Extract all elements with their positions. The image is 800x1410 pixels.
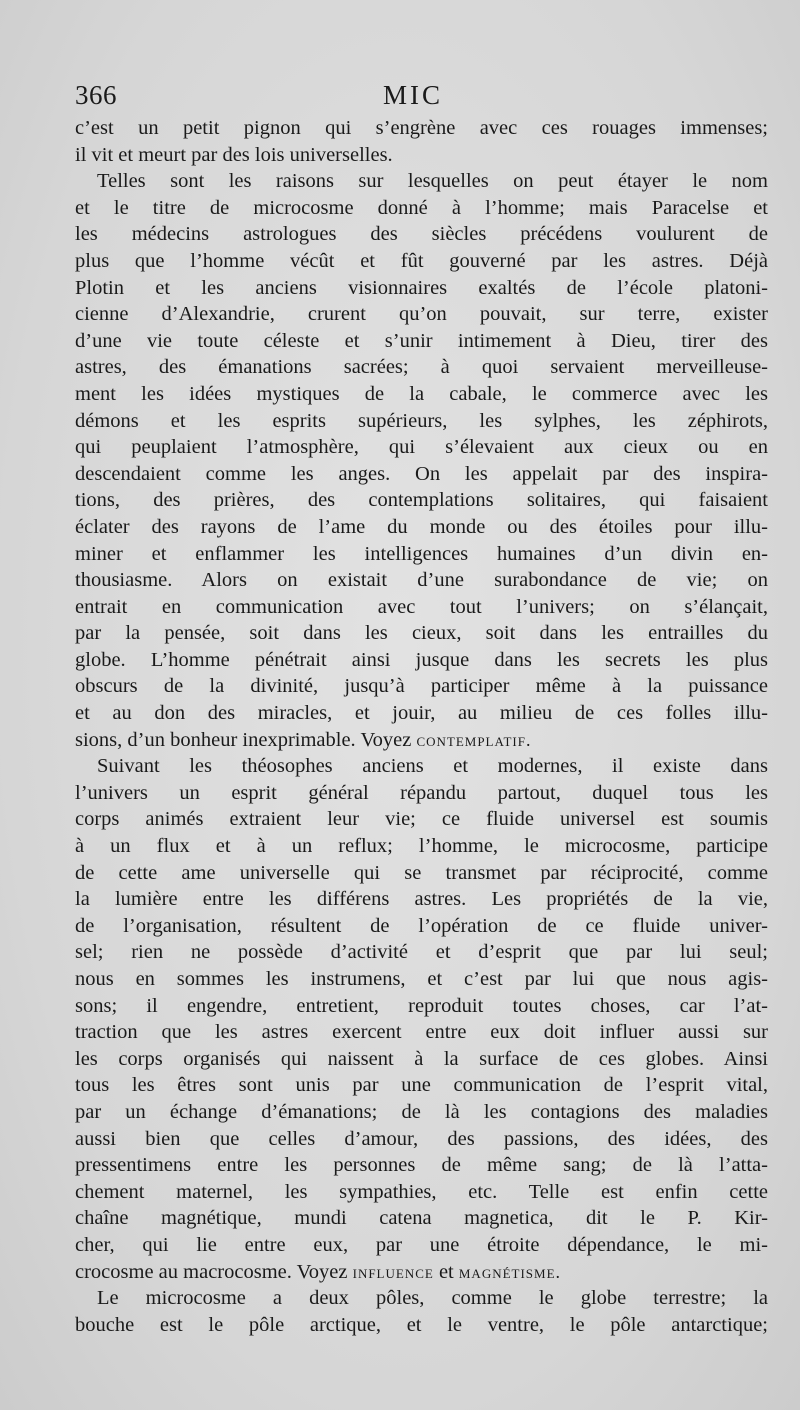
text-line: il vit et meurt par des lois universelles. xyxy=(75,143,393,166)
cross-reference-contemplatif: contemplatif. xyxy=(416,729,532,750)
text-line: nous en sommes les instrumens, et c’est par lui que nous agis- xyxy=(75,968,768,990)
text-line: éclater des rayons de l’ame du monde ou des étoiles pour illu- xyxy=(75,515,768,538)
text-line: ment les idées mystiques de la cabale, le commerce avec les xyxy=(75,382,768,405)
text-line: et au don des miracles, et jouir, au milieu de ces folles illu- xyxy=(75,702,768,725)
text-line: par la pensée, soit dans les cieux, soit dans les entrailles du xyxy=(75,622,768,645)
text-line: chaîne magnétique, mundi catena magnetica, dit le P. Kir- xyxy=(75,1207,768,1230)
text-line: démons et les esprits supérieurs, les sylphes, les zéphirots, xyxy=(75,409,768,432)
text-line: les médecins astrologues des siècles précédens voulurent de xyxy=(75,223,768,246)
text-line: astres, des émanations sacrées; à quoi servaient merveilleuse- xyxy=(75,356,768,379)
text-line xyxy=(75,1259,768,1286)
text-line: sel; rien ne possède d’activité et d’esprit que par lui seul; xyxy=(75,941,768,964)
text-line xyxy=(75,727,768,754)
text-line: d’une vie toute céleste et s’unir intimement à Dieu, tirer des xyxy=(75,329,768,352)
text-line: Plotin et les anciens visionnaires exaltés de l’école platoni- xyxy=(75,276,768,299)
text-line: aussi bien que celles d’amour, des passions, des idées, des xyxy=(75,1127,768,1150)
text-line-main: sions, d’un bonheur inexprimable. Voyez xyxy=(75,728,412,751)
text-line: traction que les astres exercent entre eux doit influer aussi sur xyxy=(75,1021,768,1044)
text-line: descendaient comme les anges. On les appelait par des inspira- xyxy=(75,462,768,485)
text-line: l’univers un esprit général répandu partout, duquel tous les xyxy=(75,781,768,804)
text-line: tous les êtres sont unis par une communication de l’esprit vital, xyxy=(75,1074,768,1097)
text-line: pressentimens entre les personnes de même sang; de là l’atta- xyxy=(75,1154,768,1177)
text-line: entrait en communication avec tout l’univers; on s’élançait, xyxy=(75,595,768,618)
text-line: corps animés extraient leur vie; ce fluide universel est soumis xyxy=(75,808,768,831)
text-line: plus que l’homme vécût et fût gouverné par les astres. Déjà xyxy=(75,249,768,272)
text-line: globe. L’homme pénétrait ainsi jusque dans les secrets les plus xyxy=(75,648,768,671)
text-line-main: crocosme au macrocosme. Voyez xyxy=(75,1260,348,1283)
text-line: cher, qui lie entre eux, par une étroite dépendance, le mi- xyxy=(75,1233,768,1256)
text-line: tions, des prières, des contemplations solitaires, qui faisaient xyxy=(75,489,768,512)
text-line: qui peuplaient l’atmosphère, qui s’élevaient aux cieux ou en xyxy=(75,436,768,459)
text-line: et le titre de microcosme donné à l’homme; mais Paracelse et xyxy=(75,196,768,219)
text-line: chement maternel, les sympathies, etc. Telle est enfin cette xyxy=(75,1180,768,1203)
text-line: obscurs de la divinité, jusqu’à participer même à la puissance xyxy=(75,675,768,698)
text-line: miner et enflammer les intelligences humaines d’un divin en- xyxy=(75,542,768,565)
text-line: la lumière entre les différens astres. Les propriétés de la vie, xyxy=(75,888,768,911)
page-number: 366 xyxy=(75,80,117,110)
cross-reference-influence: influence xyxy=(352,1261,434,1282)
paragraph-start-line: Le microcosme a deux pôles, comme le globe terrestre; la xyxy=(97,1287,768,1310)
text-line: de cette ame universelle qui se transmet par réciprocité, comme xyxy=(75,861,768,884)
cross-reference-conjunction: et xyxy=(438,1260,454,1283)
running-head xyxy=(75,80,768,116)
text-line: bouche est le pôle arctique, et le ventre, le pôle antarctique; xyxy=(75,1313,768,1336)
paragraph-start-line: Suivant les théosophes anciens et modernes, il existe dans xyxy=(97,755,768,778)
text-line: par un échange d’émanations; de là les contagions des maladies xyxy=(75,1100,768,1123)
text-line: de l’organisation, résultent de l’opération de ce fluide univer- xyxy=(75,914,768,937)
cross-reference-magnetisme: magnétisme. xyxy=(458,1261,562,1282)
text-line: à un flux et à un reflux; l’homme, le microcosme, participe xyxy=(75,835,768,858)
text-line: thousiasme. Alors on existait d’une surabondance de vie; on xyxy=(75,569,768,592)
text-line: cienne d’Alexandrie, crurent qu’on pouvait, sur terre, exister xyxy=(75,303,768,326)
text-line: c’est un petit pignon qui s’engrène avec ces rouages immenses; xyxy=(75,117,768,139)
text-line: les corps organisés qui naissent à la surface de ces globes. Ainsi xyxy=(75,1047,768,1070)
running-title: MIC xyxy=(383,80,444,110)
paragraph-start-line: Telles sont les raisons sur lesquelles on peut étayer le nom xyxy=(97,170,768,193)
body-text xyxy=(75,115,768,1338)
text-line: sons; il engendre, entretient, reproduit toutes choses, car l’at- xyxy=(75,994,768,1017)
